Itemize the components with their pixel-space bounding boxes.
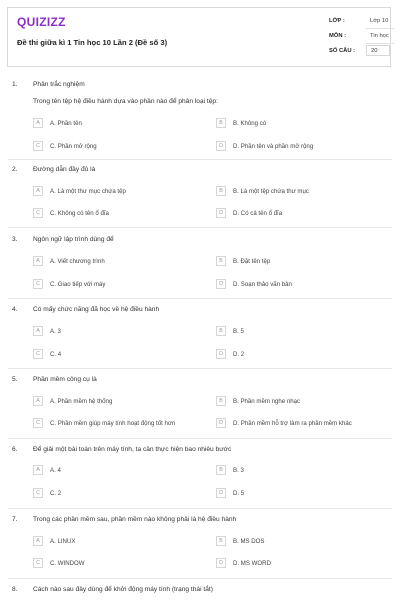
quizizz-logo: QUIZIZZ <box>17 15 66 29</box>
question-number: 7. <box>12 516 18 523</box>
option-letter: B <box>216 118 226 128</box>
option-text: B. Không có <box>233 119 267 127</box>
question-number: 5. <box>12 376 18 383</box>
option-text: A. Phần mềm hệ thống <box>50 397 113 405</box>
question-number: 4. <box>12 306 18 313</box>
option-letter: C <box>33 279 43 289</box>
option-letter: A <box>33 118 43 128</box>
question-text: Để giải một bài toán trên máy tính, ta cần thực hiện bao nhiêu bước <box>33 446 232 453</box>
option-text: A. 3 <box>50 327 61 335</box>
option-letter: C <box>33 141 43 151</box>
option-letter: D <box>216 488 226 498</box>
option-text: D. Có cả tên ổ đĩa <box>233 209 283 217</box>
option-letter: C <box>33 488 43 498</box>
question-text: Phân trắc nghiệm <box>33 81 85 88</box>
option-letter: C <box>33 558 43 568</box>
question-text: Ngôn ngữ lập trình dùng để <box>33 236 114 243</box>
option-text: D. MS WORD <box>233 559 271 567</box>
option-letter: A <box>33 396 43 406</box>
option-text: A. Phần tên <box>50 119 82 127</box>
option-text: A. 4 <box>50 466 61 474</box>
option-text: D. 2 <box>233 350 245 358</box>
meta-class-label: LỚP : <box>329 18 345 24</box>
meta-class-underline <box>366 28 394 29</box>
question-text: Cách nào sau đây dùng để khởi động máy tính (trạng thái tắt) <box>33 586 213 593</box>
meta-subject-value: Tin học <box>370 33 389 39</box>
exam-title: Đề thi giữa kì 1 Tin học 10 Lần 2 (Đề số 3) <box>17 38 168 47</box>
option-letter: C <box>33 349 43 359</box>
option-letter: D <box>216 418 226 428</box>
option-letter: A <box>33 465 43 475</box>
question-number: 8. <box>12 586 18 593</box>
question-divider <box>8 578 392 579</box>
option-text: B. MS DOS <box>233 537 265 545</box>
option-letter: B <box>216 186 226 196</box>
question-text: Có mấy chức năng đã học về hệ điều hành <box>33 306 160 313</box>
option-letter: D <box>216 349 226 359</box>
option-letter: D <box>216 141 226 151</box>
option-letter: D <box>216 208 226 218</box>
option-text: B. Phần mềm nghe nhạc <box>233 397 301 405</box>
option-letter: C <box>33 418 43 428</box>
option-letter: A <box>33 326 43 336</box>
meta-subject-underline <box>366 43 394 44</box>
meta-count-label: SỐ CÂU : <box>329 48 356 54</box>
option-text: B. Đặt tên tệp <box>233 257 271 265</box>
question-number: 6. <box>12 446 18 453</box>
option-text: D. Soạn thảo văn bản <box>233 280 292 288</box>
option-letter: B <box>216 256 226 266</box>
question-divider <box>8 438 392 439</box>
question-number: 1. <box>12 81 18 88</box>
question-subtext: Trong tên tệp hệ điều hành dựa vào phần nào để phân loại tệp: <box>33 98 218 105</box>
option-text: D. Phần mềm hỗ trợ làm ra phần mềm khác <box>233 419 352 427</box>
question-number: 3. <box>12 236 18 243</box>
option-letter: A <box>33 536 43 546</box>
option-letter: C <box>33 208 43 218</box>
question-divider <box>8 368 392 369</box>
question-divider <box>8 227 392 228</box>
question-number: 2. <box>12 166 18 173</box>
option-letter: B <box>216 326 226 336</box>
option-text: A. Viết chương trình <box>50 257 105 265</box>
option-text: B. 3 <box>233 466 244 474</box>
option-letter: B <box>216 536 226 546</box>
option-letter: A <box>33 186 43 196</box>
meta-count-box <box>366 45 390 56</box>
meta-count-value: 20 <box>371 48 378 54</box>
option-text: C. WINDOW <box>50 559 85 567</box>
option-text: C. 2 <box>50 489 62 497</box>
question-divider <box>8 508 392 509</box>
question-divider <box>8 298 392 299</box>
option-letter: D <box>216 558 226 568</box>
option-text: C. Phần mềm giúp máy tính hoạt động tốt hơn <box>50 419 176 427</box>
option-text: A. LINUX <box>50 537 76 545</box>
option-text: B. 5 <box>233 327 244 335</box>
option-text: D. Phần tên và phần mở rộng <box>233 142 314 150</box>
option-letter: D <box>216 279 226 289</box>
option-text: C. Giao tiếp với máy <box>50 280 106 288</box>
quiz-header <box>7 7 391 67</box>
option-text: B. Là một tệp chứa thư mục <box>233 187 309 195</box>
option-text: C. Phần mở rộng <box>50 142 97 150</box>
option-text: C. Không có tên ổ đĩa <box>50 209 109 217</box>
option-letter: B <box>216 396 226 406</box>
question-text: Phần mềm công cụ là <box>33 376 97 383</box>
question-text: Đường dẫn đầy đủ là <box>33 166 96 173</box>
option-text: D. 5 <box>233 489 245 497</box>
question-text: Trong các phần mềm sau, phần mềm nào không phải là hệ điều hành <box>33 516 237 523</box>
option-letter: A <box>33 256 43 266</box>
question-divider <box>8 159 392 160</box>
meta-subject-label: MÔN : <box>329 33 347 39</box>
option-letter: B <box>216 465 226 475</box>
option-text: C. 4 <box>50 350 62 358</box>
meta-class-value: Lớp 10 <box>370 18 389 24</box>
option-text: A. Là một thư mục chứa tệp <box>50 187 126 195</box>
